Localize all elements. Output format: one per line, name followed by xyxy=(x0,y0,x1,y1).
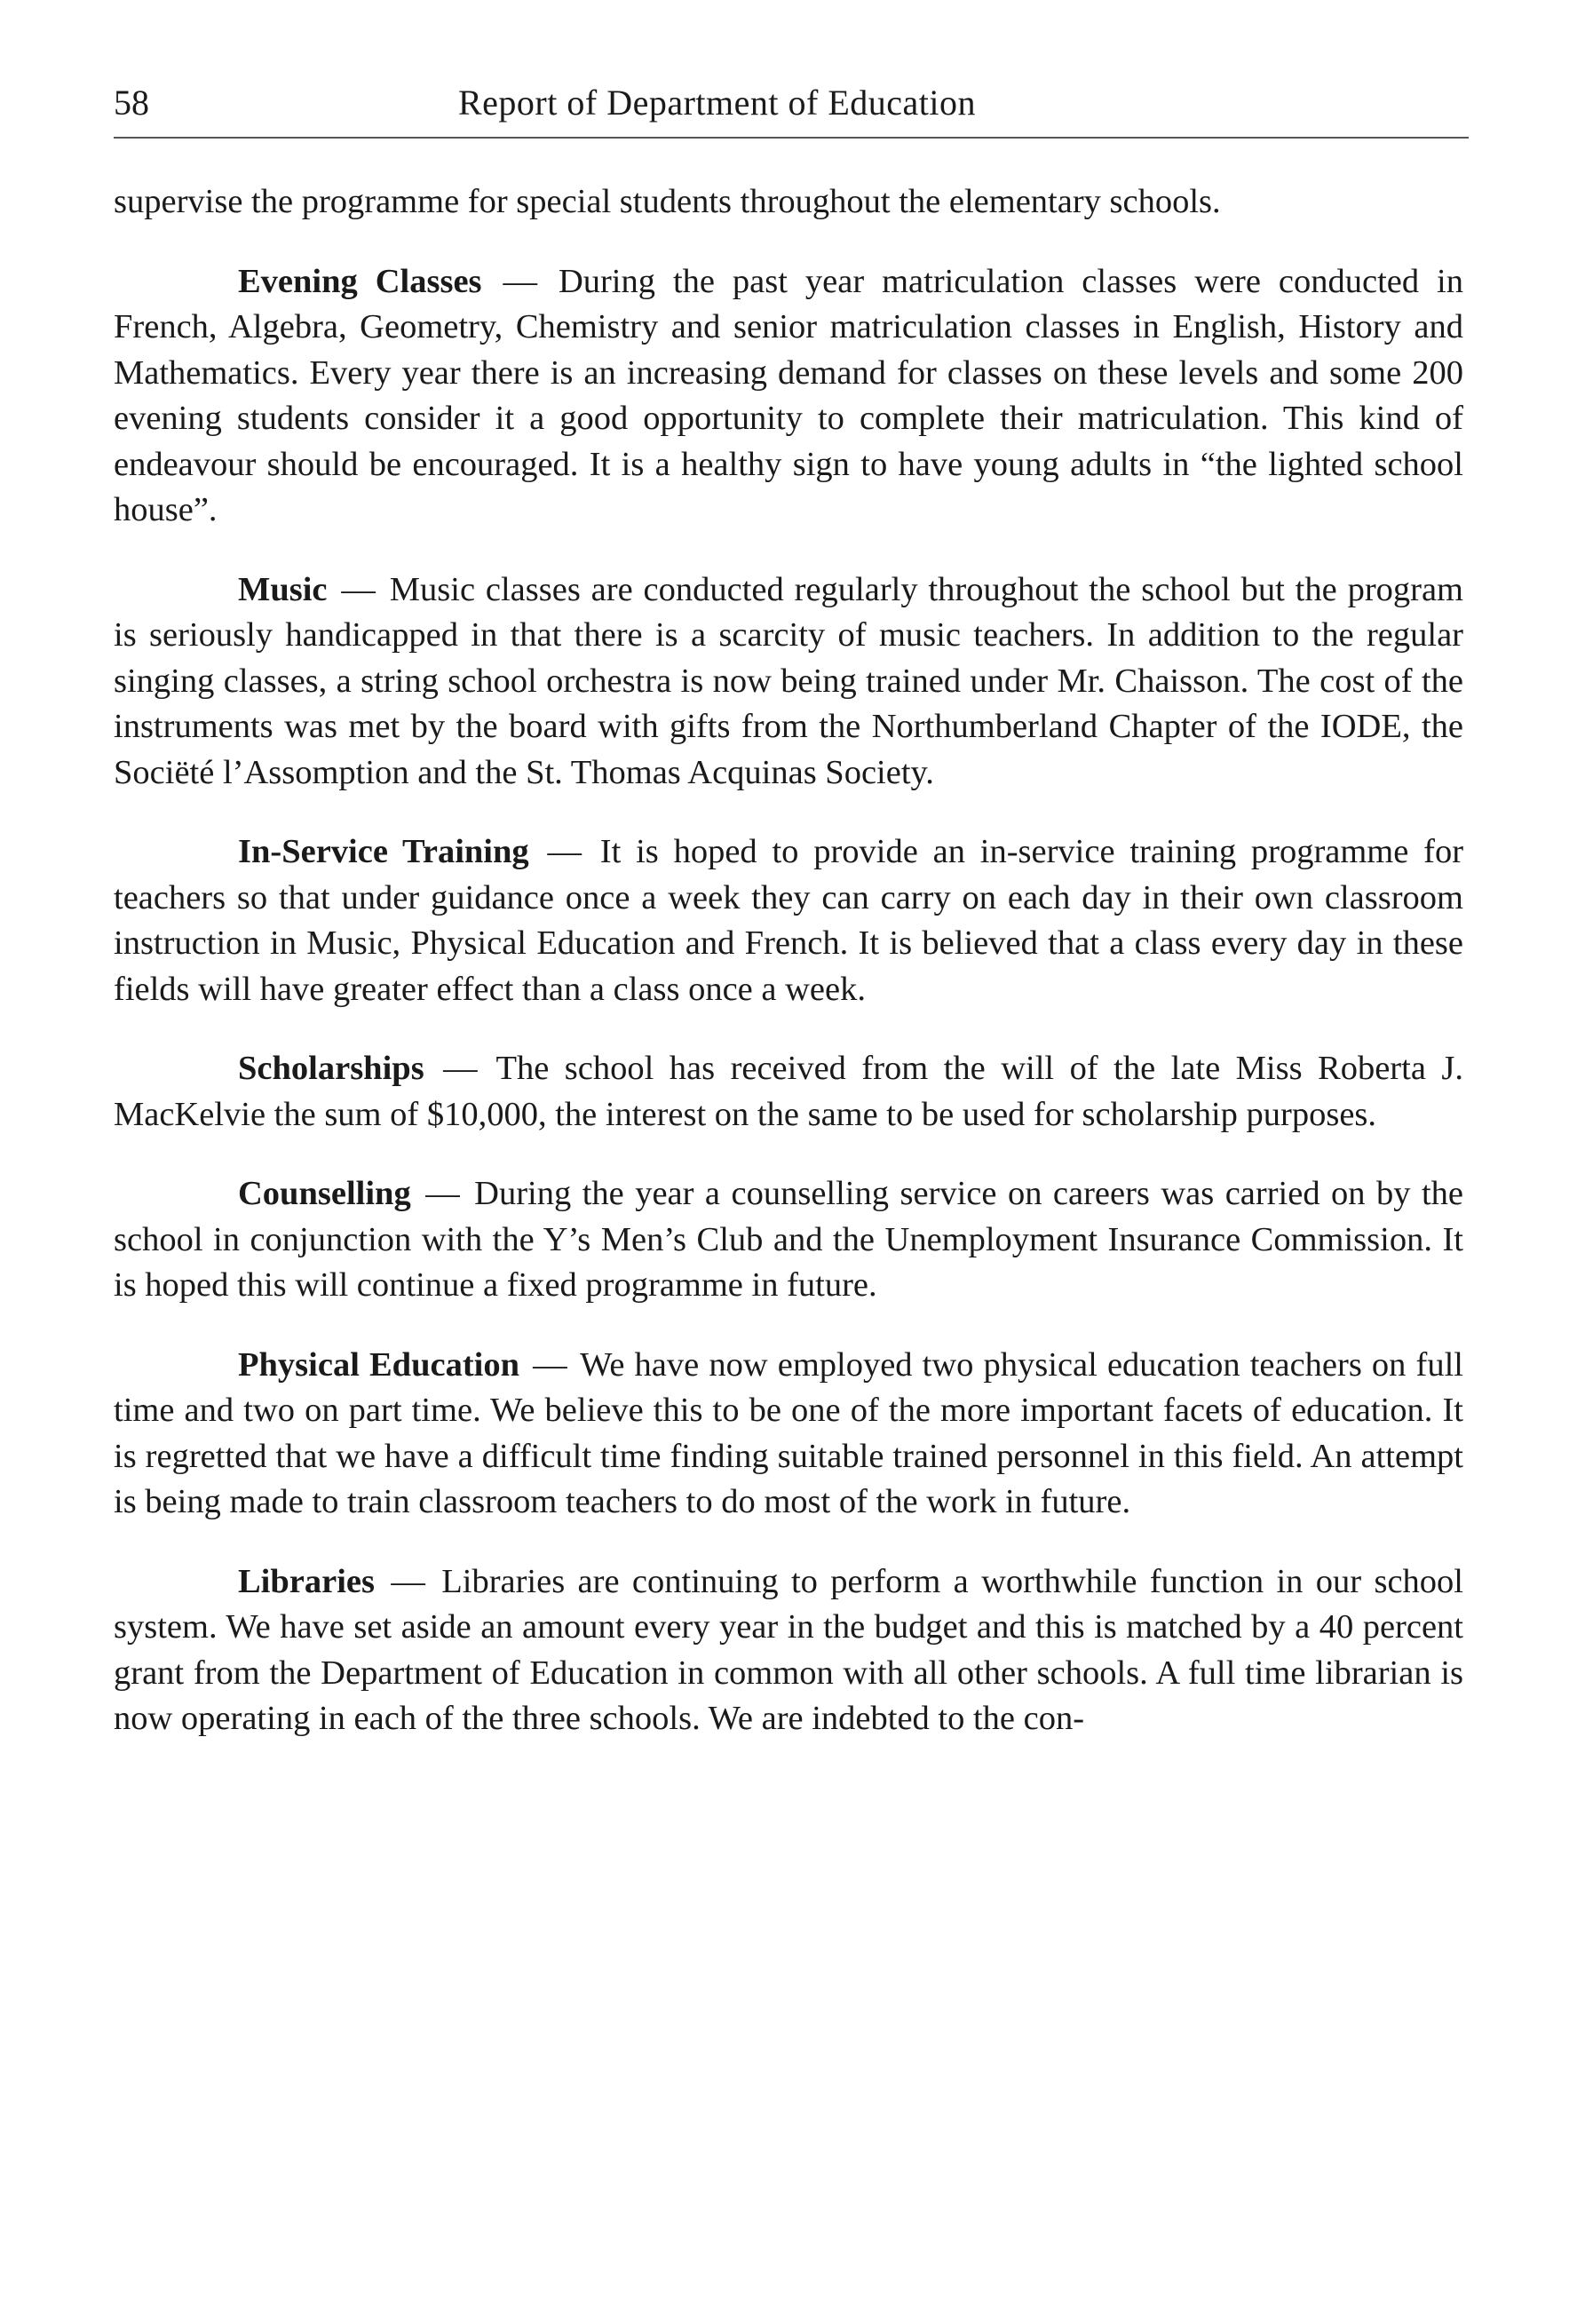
body-text xyxy=(114,179,1463,1776)
section-heading: In-Service Training xyxy=(238,833,529,870)
section-in-service-training xyxy=(114,829,1463,1012)
section-text: Libraries are continuing to perform a worthwhile function in our school system. We have set aside an amount every year in the budget and this is matched by a 40 percent grant from the Department of Education in common with all other schools. A full time librarian is now operating in each of the three schools. We are indebted to the con- xyxy=(114,1562,1464,1737)
em-dash: — xyxy=(443,1050,478,1087)
section-text: It is hoped to provide an in-service training programme for teachers so that under guidance once a week they can carry on each day in their own classroom instruction in Music, Physical Education and French. It is believed that a class every day in these fields will have greater effect than a class once a week. xyxy=(114,833,1464,1008)
section-physical-education xyxy=(114,1343,1463,1526)
section-text: During the year a counselling service on careers was carried on by the school in conjunction with the Y’s Men’s Club and the Unemployment Insurance Commission. It is hoped this will continue a fixed programme in future. xyxy=(114,1175,1464,1304)
section-heading: Libraries xyxy=(238,1562,375,1600)
section-text: The school has received from the will of the late Miss Roberta J. MacKelvie the sum of $10,000, the interest on the same to be used for scholarship purposes. xyxy=(114,1050,1463,1133)
section-scholarships xyxy=(114,1046,1463,1138)
section-heading: Scholarships xyxy=(238,1050,424,1087)
em-dash: — xyxy=(503,262,537,300)
em-dash: — xyxy=(533,1345,567,1384)
running-head xyxy=(114,82,1469,124)
section-text: During the past year matriculation classes were conducted in French, Algebra, Geometry, Chemistry and senior matriculation classes in English, History and Mathematics. Every year there is an increasing demand for classes on these levels and some 200 evening students consider it a good opportunity to complete their matriculation. This kind of endeavour should be encouraged. It is a healthy sign to have young adults in “the lighted school house”. xyxy=(114,262,1464,528)
section-text: Music classes are conducted regularly throughout the school but the program is seriously handicapped in that there is a scarcity of music teachers. In addition to the regular singing classes, a string school orchestra is now being trained under Mr. Chaisson. The cost of the instruments was met by the board with gifts from the Northumberland Chapter of the IODE, the Sociëté l’Assomption and the St. Thomas Acquinas Society. xyxy=(114,570,1463,791)
header-rule xyxy=(114,137,1469,139)
running-title: Report of Department of Education xyxy=(458,83,976,123)
section-libraries xyxy=(114,1559,1463,1742)
section-heading: Evening Classes xyxy=(238,262,482,300)
em-dash: — xyxy=(341,570,376,608)
section-heading: Music xyxy=(238,570,328,608)
section-music xyxy=(114,567,1463,797)
section-evening-classes xyxy=(114,259,1463,534)
em-dash: — xyxy=(425,1175,460,1212)
section-text: We have now employed two physical education teachers on full time and two on part time. We believe this to be one of the more important facets of education. It is regretted that we have a difficult time finding suitable trained personnel in this field. An attempt is being made to train classroom teachers to do most of the work in future. xyxy=(114,1345,1464,1520)
em-dash: — xyxy=(391,1562,425,1600)
section-counselling xyxy=(114,1171,1463,1309)
em-dash: — xyxy=(547,833,582,870)
section-heading: Counselling xyxy=(238,1175,411,1212)
continuation-paragraph: supervise the programme for special students throughout the elementary schools. xyxy=(114,183,1221,220)
section-heading: Physical Education xyxy=(238,1345,520,1384)
page-number: 58 xyxy=(114,83,149,123)
